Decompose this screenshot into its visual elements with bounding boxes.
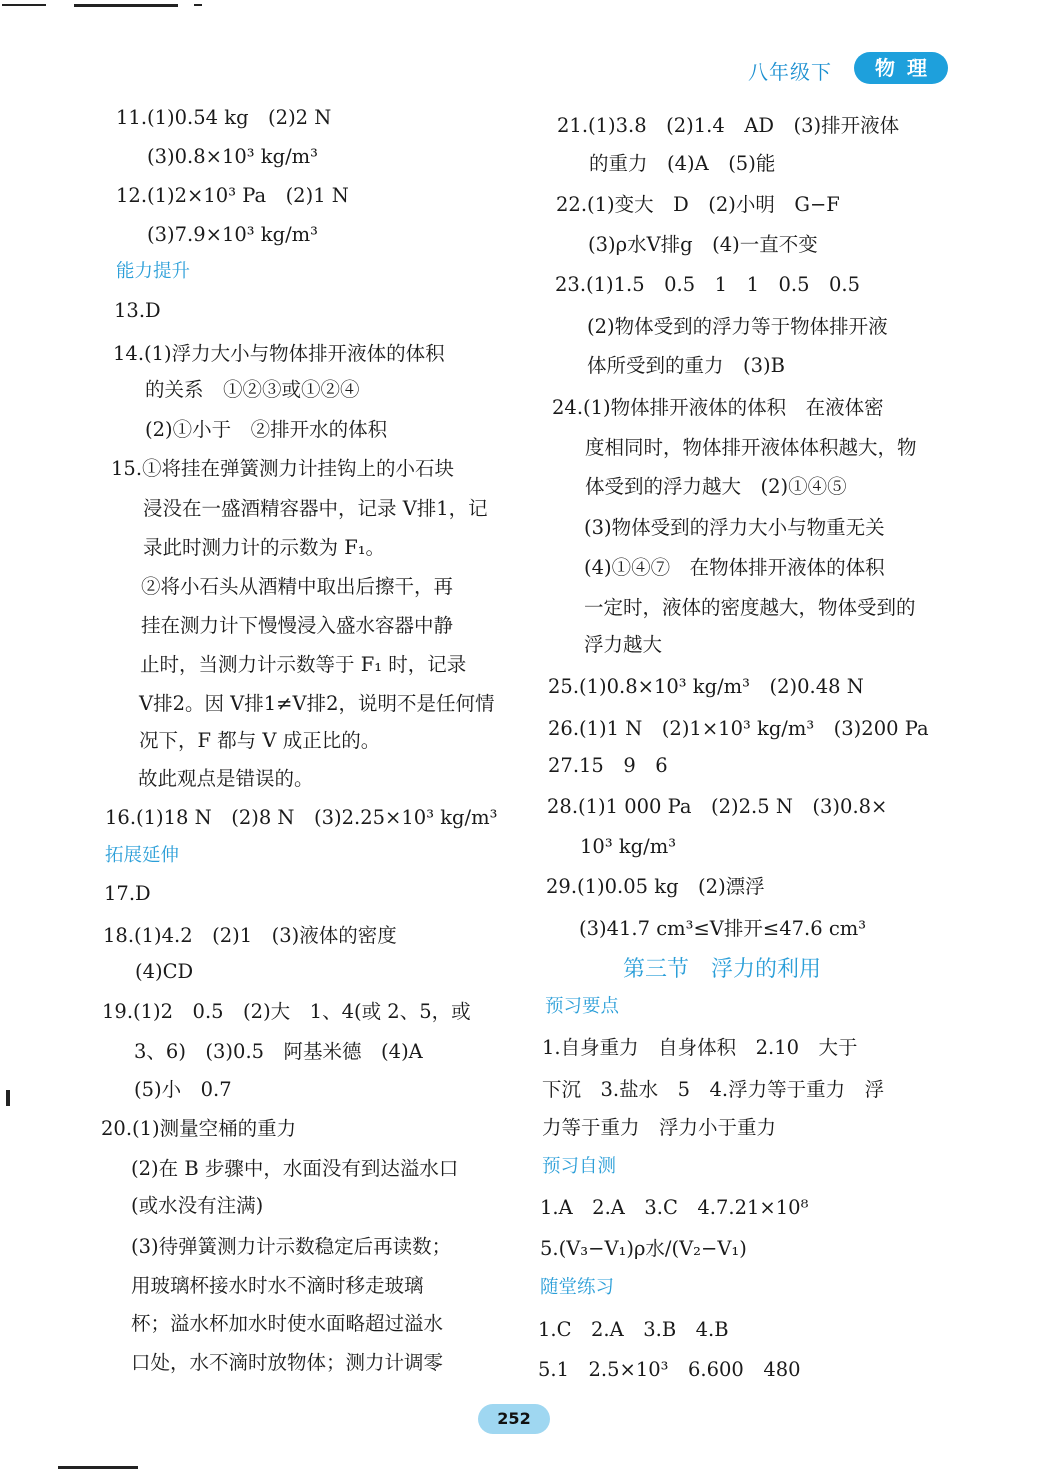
scan-mark — [6, 1090, 10, 1106]
answer-line: 29.(1)0.05 kg (2)漂浮 — [546, 875, 765, 898]
answer-line: (4)①④⑦ 在物体排开液体的体积 — [584, 556, 885, 579]
section-heading: 随堂练习 — [540, 1277, 615, 1298]
grade-label: 八年级下 — [748, 60, 832, 84]
answer-line: 况下，F 都与 V 成正比的。 — [139, 729, 381, 752]
answer-line: (3)0.8×10³ kg/m³ — [147, 145, 318, 168]
answer-line: 21.(1)3.8 (2)1.4 AD (3)排开液体 — [557, 114, 900, 137]
answer-line: 10³ kg/m³ — [580, 835, 677, 858]
answer-line: 12.(1)2×10³ Pa (2)1 N — [116, 184, 349, 207]
answer-line: 26.(1)1 N (2)1×10³ kg/m³ (3)200 Pa — [548, 717, 929, 740]
answer-line: 24.(1)物体排开液体的体积 在液体密 — [552, 396, 884, 419]
answer-line: 的关系 ①②③或①②④ — [145, 378, 360, 401]
answer-line: 挂在测力计下慢慢浸入盛水容器中静 — [141, 614, 454, 637]
answer-line: (3)待弹簧测力计示数稳定后再读数； — [131, 1235, 452, 1258]
answer-line: 杯；溢水杯加水时使水面略超过溢水 — [131, 1312, 444, 1335]
answer-line: 1.C 2.A 3.B 4.B — [538, 1318, 729, 1341]
answer-line: (3)物体受到的浮力大小与物重无关 — [584, 516, 885, 539]
page-number: 252 — [478, 1404, 550, 1434]
answer-line: 18.(1)4.2 (2)1 (3)液体的密度 — [103, 924, 397, 947]
answer-line: 13.D — [114, 299, 161, 322]
section-heading: 预习自测 — [542, 1156, 617, 1177]
answer-line: 22.(1)变大 D (2)小明 G−F — [556, 193, 840, 216]
answer-line: 17.D — [104, 882, 151, 905]
answer-line: 的重力 (4)A (5)能 — [589, 152, 776, 175]
section-heading: 拓展延伸 — [105, 845, 180, 866]
answer-line: 体所受到的重力 (3)B — [587, 354, 785, 377]
scan-mark — [58, 1466, 138, 1469]
answer-line: 23.(1)1.5 0.5 1 1 0.5 0.5 — [555, 273, 860, 296]
scan-mark — [194, 4, 202, 6]
answer-line: 用玻璃杯接水时水不滴时移走玻璃 — [131, 1274, 424, 1297]
section-title: 第三节 浮力的利用 — [623, 957, 822, 982]
answer-line: (2)①小于 ②排开水的体积 — [145, 418, 388, 441]
answer-line: 浸没在一盛酒精容器中，记录 V排1，记 — [143, 497, 488, 520]
answer-line: (或水没有注满) — [131, 1194, 264, 1217]
answer-line: 度相同时，物体排开液体体积越大，物 — [585, 436, 917, 459]
answer-line: (2)物体受到的浮力等于物体排开液 — [587, 315, 888, 338]
answer-line: 20.(1)测量空桶的重力 — [101, 1117, 297, 1140]
answer-line: 19.(1)2 0.5 (2)大 1、4(或 2、5，或 — [102, 1000, 471, 1023]
answer-line: 下沉 3.盐水 5 4.浮力等于重力 浮 — [542, 1078, 885, 1101]
answer-line: 体受到的浮力越大 (2)①④⑤ — [585, 475, 847, 498]
answer-line: 15.①将挂在弹簧测力计挂钩上的小石块 — [111, 457, 455, 480]
answer-line: 28.(1)1 000 Pa (2)2.5 N (3)0.8× — [547, 795, 888, 818]
answer-line: 止时，当测力计示数等于 F₁ 时，记录 — [140, 653, 467, 676]
scan-mark — [2, 4, 46, 6]
answer-line: 5.(V₃−V₁)ρ水/(V₂−V₁) — [540, 1237, 747, 1260]
answer-line: 5.1 2.5×10³ 6.600 480 — [538, 1358, 801, 1381]
answer-line: (3)7.9×10³ kg/m³ — [147, 223, 318, 246]
answer-line: 1.A 2.A 3.C 4.7.21×10⁸ — [540, 1196, 809, 1219]
answer-line: V排2。因 V排1≠V排2，说明不是任何情 — [139, 692, 495, 715]
answer-line: 一定时，液体的密度越大，物体受到的 — [584, 596, 916, 619]
answer-line: 25.(1)0.8×10³ kg/m³ (2)0.48 N — [548, 675, 864, 698]
answer-line: 11.(1)0.54 kg (2)2 N — [116, 106, 332, 129]
answer-line: 14.(1)浮力大小与物体排开液体的体积 — [113, 342, 445, 365]
answer-line: (4)CD — [135, 960, 194, 983]
answer-line: 3、6) (3)0.5 阿基米德 (4)A — [134, 1040, 423, 1063]
answer-line: (3)41.7 cm³≤V排开≤47.6 cm³ — [579, 917, 867, 940]
section-heading: 能力提升 — [116, 261, 191, 282]
section-heading: 预习要点 — [545, 996, 620, 1017]
answer-line: 1.自身重力 自身体积 2.10 大于 — [542, 1036, 858, 1059]
subject-badge: 物理 — [854, 52, 948, 84]
scan-mark — [74, 4, 178, 7]
answer-line: 16.(1)18 N (2)8 N (3)2.25×10³ kg/m³ — [105, 806, 498, 829]
answer-line: (5)小 0.7 — [134, 1078, 232, 1101]
answer-line: 口处，水不滴时放物体；测力计调零 — [131, 1351, 444, 1374]
answer-line: 故此观点是错误的。 — [138, 767, 314, 790]
answer-line: 录此时测力计的示数为 F₁。 — [143, 536, 386, 559]
answer-line: 力等于重力 浮力小于重力 — [542, 1116, 777, 1139]
answer-line: 浮力越大 — [584, 633, 663, 656]
answer-line: 27.15 9 6 — [548, 754, 668, 777]
answer-line: (2)在 B 步骤中，水面没有到达溢水口 — [131, 1157, 459, 1180]
answer-line: ②将小石头从酒精中取出后擦干，再 — [141, 575, 454, 598]
answer-line: (3)ρ水V排g (4)一直不变 — [588, 233, 818, 256]
